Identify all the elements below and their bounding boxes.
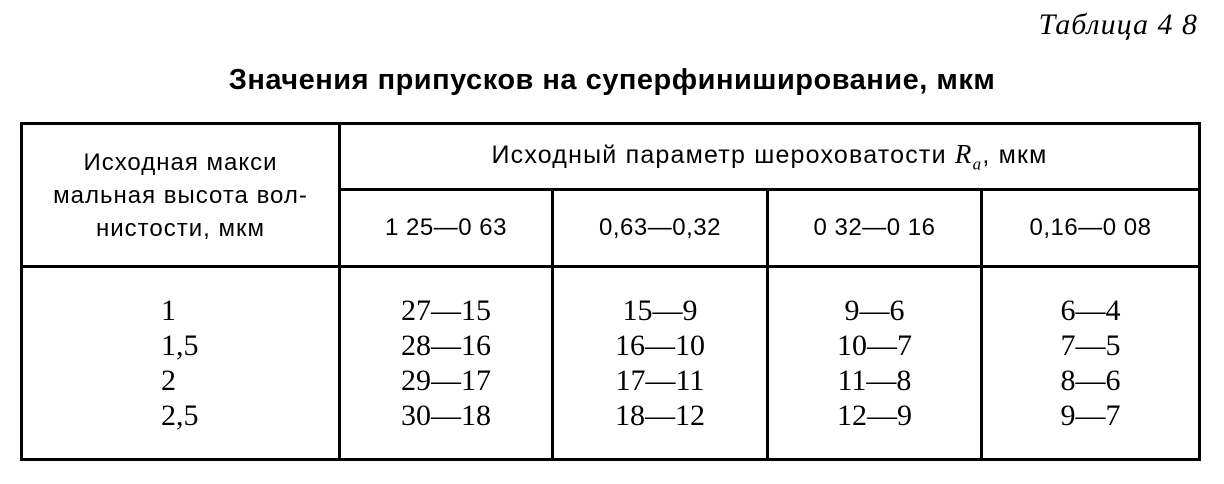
allowance-table: [20, 122, 1201, 461]
allowance-column: [982, 267, 1200, 460]
column-header: 0 32—0 16: [768, 190, 982, 267]
roughness-group-header: [340, 124, 1200, 190]
row-label: 2,5: [161, 399, 199, 432]
row-label: 1,5: [161, 329, 199, 362]
allowance-value: 27—15: [401, 294, 491, 327]
column-header: 0,16—0 08: [982, 190, 1200, 267]
allowance-value: 16—10: [615, 329, 705, 362]
group-header-unit: , мкм: [982, 141, 1048, 169]
allowance-value: 28—16: [401, 329, 491, 362]
row-label: 1: [161, 294, 176, 327]
allowance-value: 9—7: [1060, 399, 1121, 432]
table-title: Значения припусков на суперфиниширование, мкм: [228, 64, 996, 96]
header-row-group: [22, 124, 1200, 190]
allowance-column: [553, 267, 768, 460]
allowance-value: 29—17: [401, 364, 491, 397]
stub-header-line: мальная высота вол-: [53, 181, 308, 209]
allowance-value: 17—11: [615, 364, 705, 397]
table-body-row: [22, 267, 1200, 460]
allowance-value: 15—9: [622, 294, 698, 327]
table-number: Таблица 4 8: [1038, 8, 1198, 41]
column-header: 1 25—0 63: [340, 190, 553, 267]
allowance-column: [340, 267, 553, 460]
group-header-text: Исходный параметр шероховатости: [491, 141, 947, 169]
allowance-value: 18—12: [615, 399, 705, 432]
allowance-value: 8—6: [1060, 364, 1121, 397]
column-header: 0,63—0,32: [553, 190, 768, 267]
stub-header-line: нистости, мкм: [96, 214, 265, 242]
row-label: 2: [161, 364, 176, 397]
allowance-column: [768, 267, 982, 460]
allowance-value: 12—9: [837, 399, 912, 432]
ra-symbol: $R_a$: [954, 139, 983, 174]
allowance-value: 6—4: [1060, 294, 1121, 327]
stub-header-line: Исходная макси: [83, 148, 278, 176]
allowance-value: 9—6: [844, 294, 905, 327]
stub-header: [22, 124, 340, 267]
allowance-value: 10—7: [837, 329, 912, 362]
waviness-height-cell: [22, 267, 340, 460]
allowance-value: 11—8: [837, 364, 912, 397]
allowance-value: 7—5: [1060, 329, 1121, 362]
allowance-value: 30—18: [401, 399, 491, 432]
